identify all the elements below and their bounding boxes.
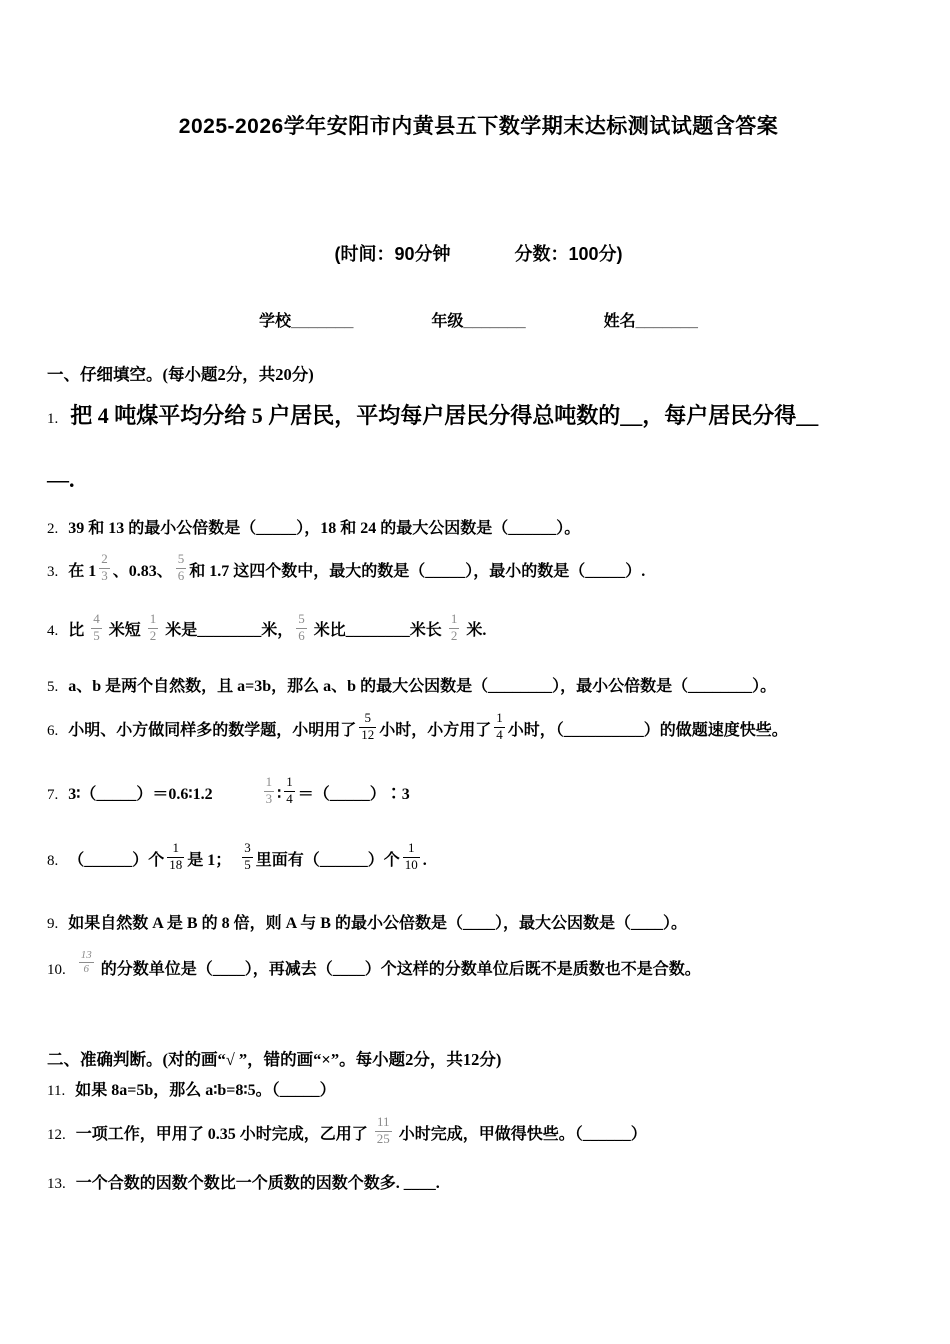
fraction-4-5: $\frac{4}{5}$: [93, 610, 100, 643]
fraction-1-4: $\frac{1}{4}$: [496, 710, 503, 743]
question-text: 把 4 吨煤平均分给 5 户居民，平均每户居民分得总吨数的__，每户居民分得__: [70, 403, 819, 428]
question-2: [47, 518, 910, 540]
student-info-line: [47, 308, 910, 331]
score-label: 分数：100分): [514, 244, 623, 264]
fraction-2-3: $\frac{2}{3}$: [101, 550, 108, 583]
question-1-cont: [47, 465, 910, 495]
question-number: 11.: [47, 1082, 66, 1099]
question-3: [47, 550, 910, 588]
question-number: 7.: [47, 786, 59, 803]
question-number: 5.: [47, 678, 59, 695]
fraction-1-4: $\frac{1}{4}$: [286, 774, 293, 807]
fraction-5-6: $\frac{5}{6}$: [298, 610, 305, 643]
fraction-1-2: $\frac{1}{2}$: [149, 610, 157, 643]
question-text: $\frac{13}{6}$ 的分数单位是（____），再减去（____）个这样的分数单位后既不是质数也不是合数。: [80, 948, 701, 978]
fraction-5-12: $\frac{5}{12}$: [361, 710, 375, 743]
question-9: [47, 913, 910, 935]
question-number: 10.: [47, 961, 66, 978]
question-number: 1.: [47, 411, 59, 427]
question-text: 小明、小方做同样多的数学题，小明用了 $\frac{5}{12}$ 小时，小方用了 $\frac{1}{4}$ 小时，（__________）的做题速度快些。: [68, 710, 788, 743]
time-label: (时间：90分钟: [334, 244, 451, 264]
question-number: 12.: [47, 1127, 66, 1144]
question-number: 6.: [47, 722, 59, 739]
question-text: 比 $\frac{4}{5}$ 米短 $\frac{1}{2}$ 米是________米， $\frac{5}{6}$ 米比________米长 $\frac{1}{2}$ 米.: [68, 610, 487, 643]
fraction-1-18: $\frac{1}{18}$: [169, 840, 183, 872]
page-title: 2025-2026学年安阳市内黄县五下数学期末达标测试试题含答案: [178, 115, 779, 138]
question-text: 在 1 $\frac{2}{3}$ 、0.83、 $\frac{5}{6}$ 和 1.7 这四个数中，最大的数是（_____），最小的数是（_____）.: [68, 550, 646, 583]
question-number: 13.: [47, 1176, 66, 1193]
question-11: [47, 1080, 910, 1102]
school-field: 学校_______: [259, 313, 354, 330]
fraction-5-6: $\frac{5}{6}$: [177, 550, 185, 583]
question-number: 4.: [47, 623, 59, 640]
question-8: [47, 840, 910, 877]
question-6: [47, 710, 910, 747]
question-text: 如果 8a=5b，那么 a∶b=8∶5。（_____）: [75, 1081, 336, 1099]
section-true-false: [47, 1046, 910, 1195]
question-7: [47, 774, 910, 811]
fraction-1-3: $\frac{1}{3}$: [265, 774, 273, 807]
grade-field: 年级_______: [431, 313, 526, 330]
section-heading-1: 一、仔细填空。(每小题2分，共20分): [47, 365, 314, 384]
question-text: —.: [47, 466, 75, 492]
section-2-questions: [47, 1080, 910, 1195]
fraction-13-6: $\frac{13}{6}$: [80, 948, 92, 976]
question-10: [47, 948, 910, 984]
question-text: 一个合数的因数个数比一个质数的因数个数多. ____.: [75, 1175, 440, 1193]
question-1: [47, 401, 910, 431]
question-number: 2.: [47, 521, 59, 538]
exam-meta: [47, 240, 910, 266]
question-text: 39 和 13 的最小公倍数是（_____），18 和 24 的最大公因数是（______）。: [68, 520, 581, 538]
fraction-1-10: $\frac{1}{10}$: [404, 840, 418, 872]
question-12: [47, 1114, 910, 1151]
section-1-questions: [47, 401, 910, 984]
question-5: [47, 676, 910, 698]
question-text: （______）个 $\frac{1}{18}$ 是 1； $\frac{3}{5}$ 里面有（______）个 $\frac{1}{10}$ .: [68, 840, 427, 872]
fraction-1-2: $\frac{1}{2}$: [450, 610, 458, 643]
section-fill-in-blanks: [47, 361, 910, 984]
question-text: 3∶（_____）＝0.6∶1.2 $\frac{1}{3}$ ∶ $\frac{1}{4}$ ＝（_____）∶3: [68, 774, 410, 807]
question-number: 3.: [47, 563, 59, 580]
question-number: 8.: [47, 852, 59, 869]
section-heading-2: 二、准确判断。(对的画“√ ”，错的画“×”。每小题2分，共12分): [47, 1049, 502, 1069]
fraction-11-25: $\frac{11}{25}$: [376, 1114, 390, 1147]
question-4: [47, 610, 910, 648]
question-text: a、b 是两个自然数，且 a=3b，那么 a、b 的最大公因数是（________），最小公倍数是（________）。: [68, 677, 777, 695]
question-number: 9.: [47, 915, 59, 932]
question-text: 一项工作，甲用了 0.35 小时完成，乙用了 $\frac{11}{25}$ 小时完成，甲做得快些。（______）: [75, 1114, 647, 1147]
name-field: 姓名_______: [603, 313, 698, 330]
question-text: 如果自然数 A 是 B 的 8 倍，则 A 与 B 的最小公倍数是（____），最大公因数是（____）。: [68, 914, 687, 932]
question-13: [47, 1173, 910, 1195]
fraction-3-5: $\frac{3}{5}$: [244, 840, 251, 872]
